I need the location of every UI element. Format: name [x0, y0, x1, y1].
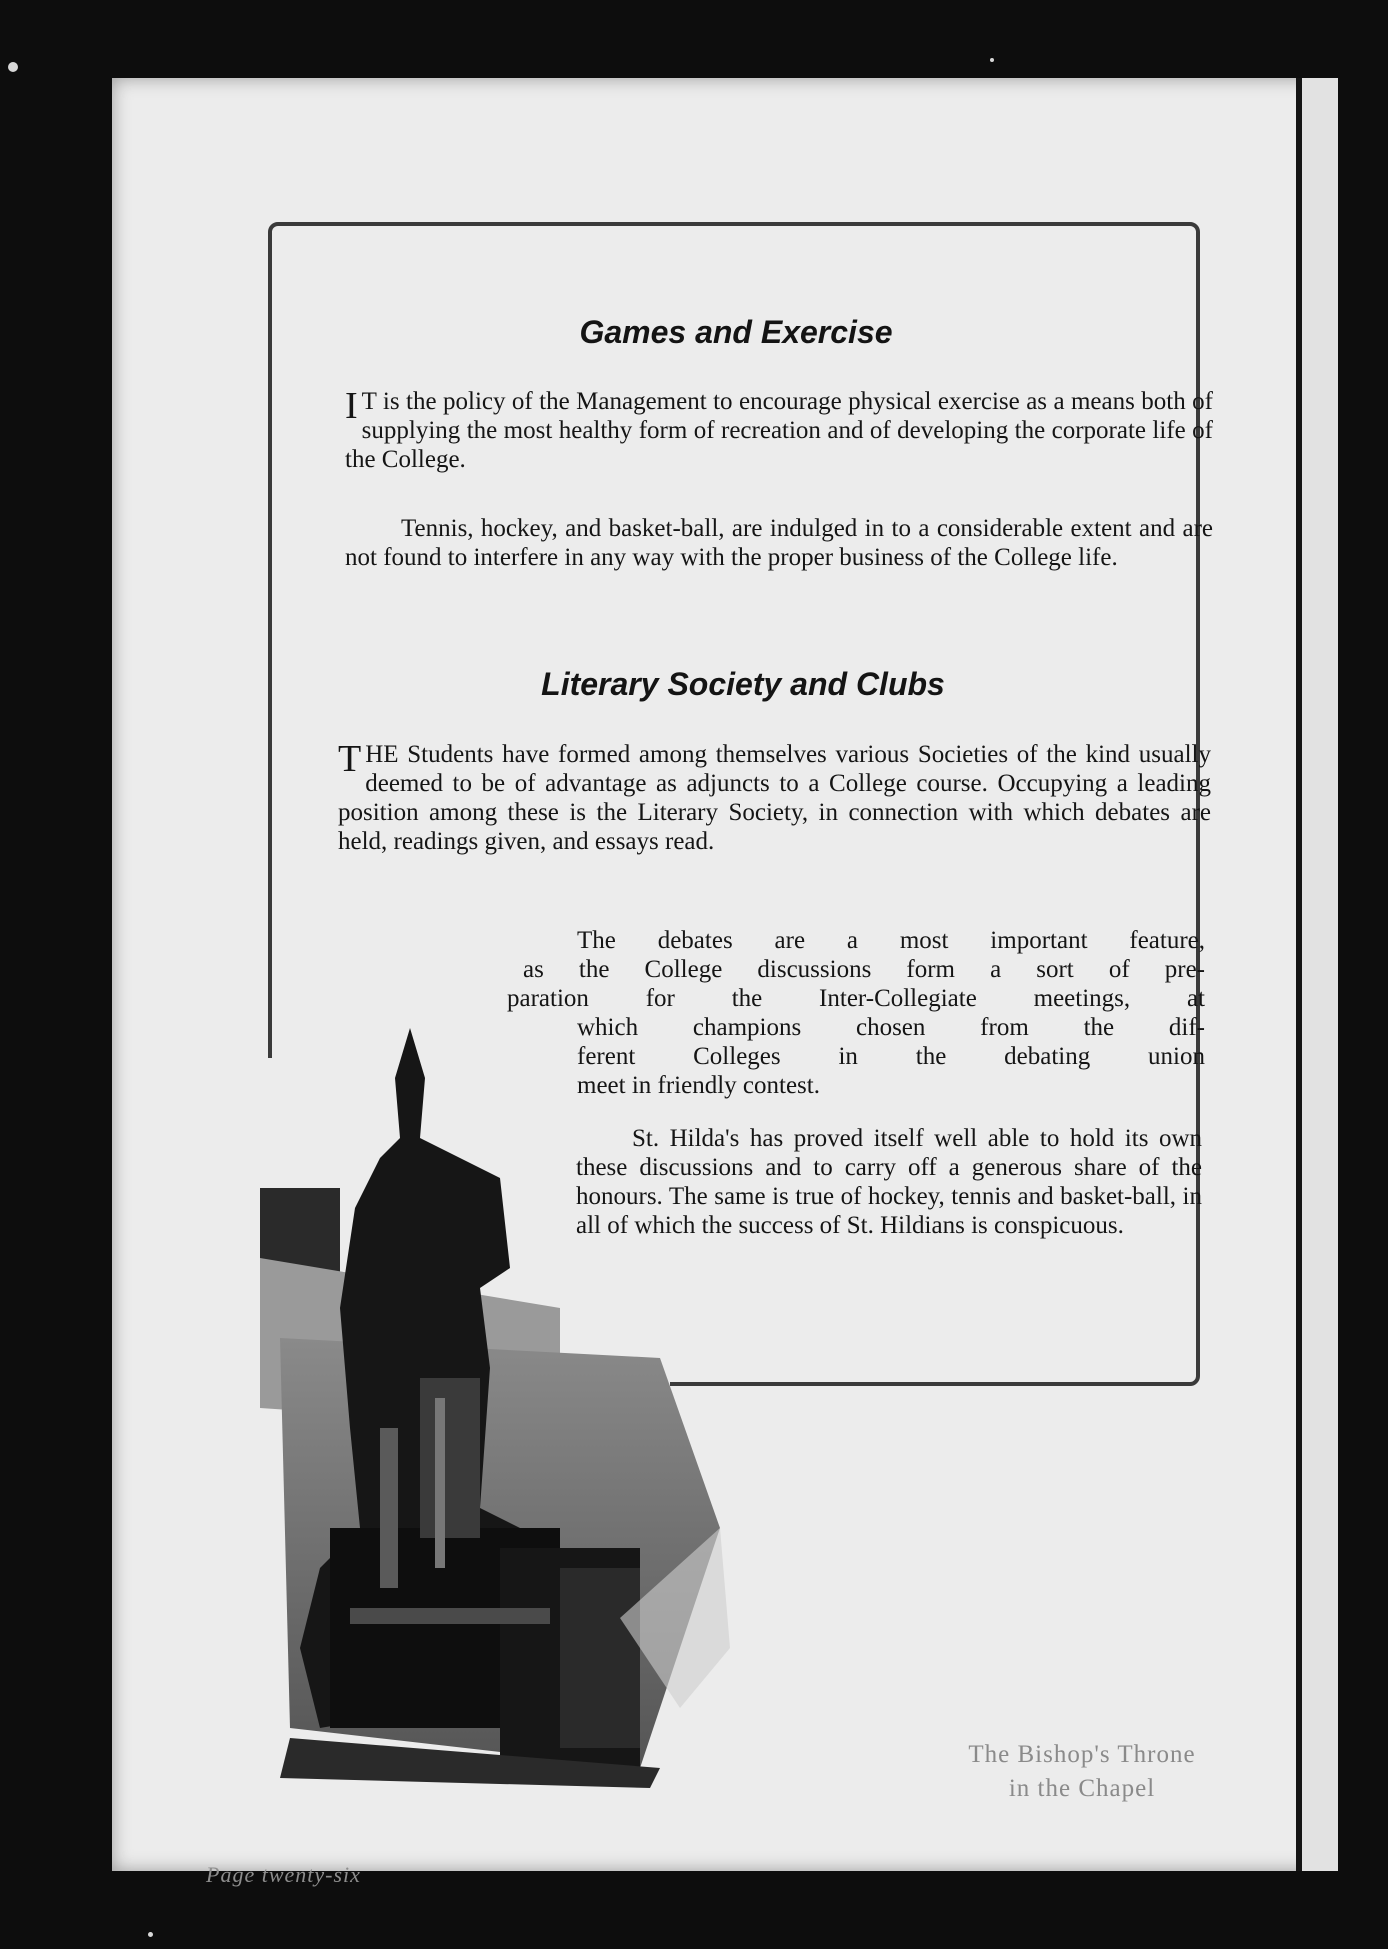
- scan-speck: [148, 1932, 153, 1937]
- literary-paragraph-2-line: which champions chosen from the dif-: [577, 1014, 1205, 1041]
- scan-speck: [990, 58, 994, 62]
- page-number: Page twenty-six: [206, 1862, 361, 1887]
- games-heading: Games and Exercise: [579, 314, 893, 350]
- literary-heading: Literary Society and Clubs: [541, 666, 945, 702]
- literary-paragraph-1-text: HE Students have formed among themselves various Societies of the kind usually deemed to be of advantage as adjuncts to a College course. Occupying a leading position among these is the Literary Society, in connection with which debates are held, readings given, and essays read.: [338, 741, 1211, 855]
- games-paragraph-2: Tennis, hockey, and basket-ball, are indulged in to a considerable extent and are not found to interfere in any way with the proper business of the College life.: [345, 515, 1213, 571]
- games-paragraph-1-text: T is the policy of the Management to encourage physical exercise as a means both of supplying the most healthy form of recreation and of developing the corporate life of the College.: [345, 388, 1213, 473]
- literary-paragraph-3: St. Hilda's has proved itself well able to hold its own these discussions and to carry off a generous share of the honours. The same is true of hockey, tennis and basket-ball, in all of which the success of St. Hildians is conspicuous.: [576, 1125, 1202, 1239]
- games-paragraph-1: [345, 387, 1213, 474]
- games-drop-cap: I: [345, 385, 358, 427]
- photo-caption-line-2: in the Chapel: [1008, 1775, 1156, 1802]
- photo-caption-line-1: The Bishop's Throne: [968, 1741, 1196, 1768]
- bishops-throne-photo: [260, 1008, 800, 1788]
- photo-caption: [882, 1738, 1282, 1806]
- literary-paragraph-2-line: The debates are a most important feature,: [577, 927, 1205, 954]
- literary-paragraph-2-line: as the College discussions form a sort of pre-: [523, 956, 1205, 983]
- document-page: [112, 78, 1338, 1887]
- literary-drop-cap: T: [338, 738, 362, 780]
- literary-paragraph-1: [338, 740, 1211, 856]
- literary-paragraph-2-line: paration for the Inter-Collegiate meetings, at: [507, 985, 1205, 1012]
- scan-speck: [8, 62, 18, 72]
- literary-paragraph-2-line: ferent Colleges in the debating union: [577, 1043, 1205, 1070]
- literary-paragraph-2-line: meet in friendly contest.: [577, 1072, 820, 1099]
